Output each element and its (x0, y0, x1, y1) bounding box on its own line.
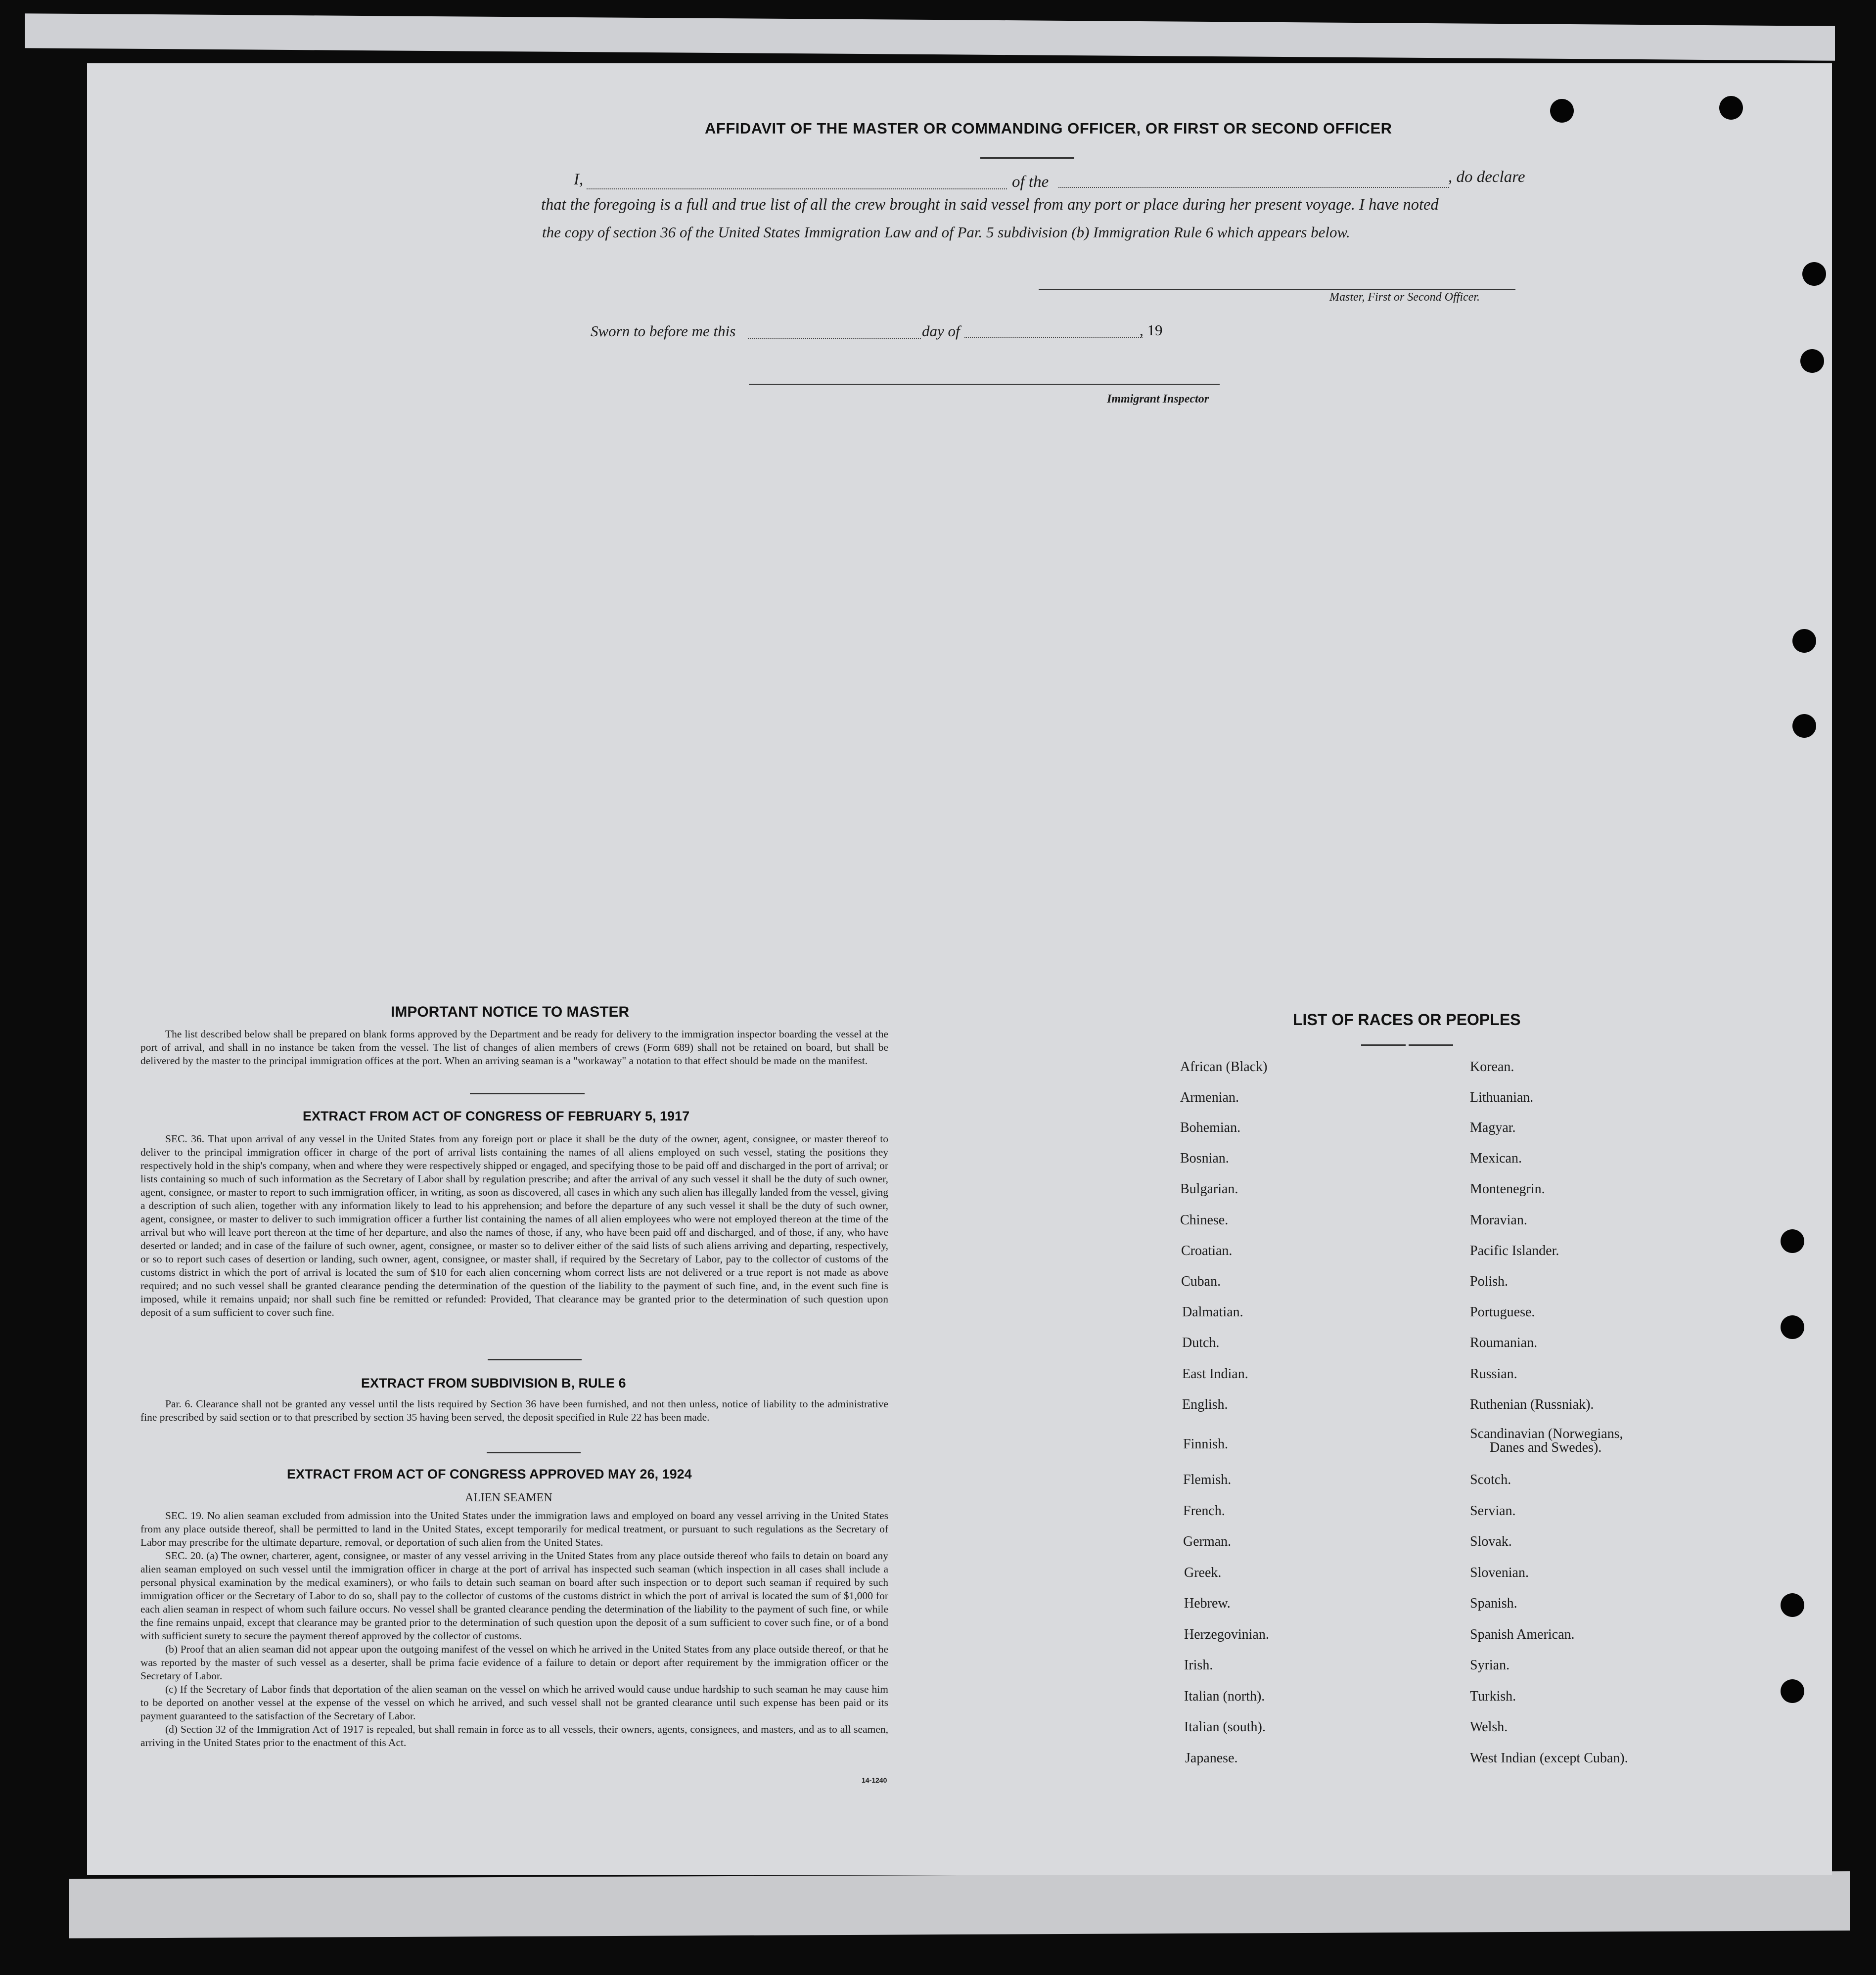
divider (487, 1452, 581, 1453)
race-item: Dutch. (1182, 1335, 1220, 1350)
scan-bottom-edge (69, 1871, 1850, 1938)
race-item: Mexican. (1470, 1151, 1522, 1166)
race-item: Magyar. (1470, 1120, 1516, 1135)
races-title: LIST OF RACES OR PEOPLES (1293, 1011, 1521, 1029)
race-item: African (Black) (1180, 1059, 1268, 1075)
race-item: Japanese. (1185, 1751, 1238, 1766)
race-item: Italian (north). (1184, 1689, 1265, 1704)
race-item: Italian (south). (1184, 1719, 1266, 1735)
extract-1924-title: EXTRACT FROM ACT OF CONGRESS APPROVED MAY 26, 1924 (287, 1467, 692, 1481)
punch-hole (1792, 629, 1816, 653)
punch-hole (1781, 1593, 1804, 1617)
master-signature-line[interactable] (1039, 289, 1515, 290)
divider (488, 1359, 582, 1360)
punch-hole (1781, 1229, 1804, 1253)
race-item: Lithuanian. (1470, 1090, 1534, 1105)
affidavit-declare: , do declare (1448, 168, 1525, 186)
race-item: Flemish. (1183, 1472, 1232, 1487)
race-item: Turkish. (1470, 1689, 1516, 1704)
sworn-month-field[interactable] (964, 337, 1143, 338)
extract-1924-body (140, 1509, 888, 1750)
master-signature-caption: Master, First or Second Officer. (1329, 291, 1480, 304)
sworn-label: Sworn to before me this (591, 322, 736, 340)
extract-rule6-title: EXTRACT FROM SUBDIVISION B, RULE 6 (361, 1376, 626, 1391)
punch-hole (1802, 262, 1826, 286)
sworn-day-field[interactable] (748, 338, 921, 339)
race-item: Irish. (1184, 1658, 1213, 1673)
affidavit-line-3: the copy of section 36 of the United States Immigration Law and of Par. 5 subdivision (b) Immigration Rule 6 which appears below. (542, 224, 1350, 241)
section-36-paragraph: SEC. 36. That upon arrival of any vessel in the United States from any foreign port or place it shall be the duty of the owner, agent, consignee, or master thereof to deliver to the principal immigration officer in charge of the port of arrival lists containing the names of all aliens employed on such vessel, stating the positions they respectively hold in the ship's company, when and where they were respectively shipped or engaged, and specifying those to be paid off and discharged in the port of arrival; or lists containing so much of such information as the Secretary of Labor shall by regulation prescribe; and after the arrival of any such vessel it shall be the duty of such owner, agent, consignee, or master to report to such immigration officer, in writing, as soon as discovered, all cases in which any such alien has illegally landed from the vessel, giving a description of such alien, together with any information likely to lead to his apprehension; and before the departure of any such vessel it shall be the duty of such owner, agent, consignee, or master to deliver to such immigration officer a further list containing the names of all alien employees who were not employed thereon at the time of the arrival but who will leave port thereon at the time of her departure, and also the names of those, if any, who have been paid off and discharged, and of those, if any, who have deserted or landed; and in case of the failure of such owner, agent, consignee, or master so to deliver either of the said lists of such aliens arriving and departing, respectively, or so to report such cases of desertion or landing, such owner, agent, consignee, or master shall, if required by the Secretary of Labor, pay to the collector of customs of the customs district in which the port of arrival is located the sum of $10 for each alien concerning whom correct lists are not delivered or a true report is not made as above required; and no such vessel shall be granted clearance pending the determination of the question of the liability to the payment of such fine, and, in the event such fine is imposed, while it remains unpaid; nor shall such fine be remitted or refunded: Provided, That clearance may be granted prior to the determination of such question upon deposit of a sum sufficient to cover such fine. (140, 1133, 888, 1318)
section-20b-paragraph: (b) Proof that an alien seaman did not appear upon the outgoing manifest of the vessel on which he arrived in the United States from any place outside thereof, or that he was reported by the master of such vessel as a deserter, shall be prima facie evidence of a failure to detain or deport after requirement by the immigration officer or the Secretary of Labor. (140, 1643, 888, 1682)
race-item: Korean. (1470, 1059, 1514, 1075)
race-item: West Indian (except Cuban). (1470, 1751, 1628, 1766)
inspector-signature-caption: Immigrant Inspector (1107, 393, 1209, 405)
year-label: , 19 (1140, 321, 1163, 339)
notice-paragraph: The list described below shall be prepared on blank forms approved by the Department and be ready for delivery to the immigration inspector boarding the vessel at the port of arrival, and shall in no instance be taken from the vessel. The list of changes of alien members of crews (Form 689) shall not be retained on board, but shall be delivered by the master to the principal immigration offices at the port. When an arriving seaman is a "workaway" a notation to that effect should be made on the manifest. (140, 1028, 888, 1067)
race-item: Polish. (1470, 1274, 1509, 1289)
race-item: Slovenian. (1470, 1565, 1529, 1580)
race-item: Servian. (1470, 1503, 1516, 1519)
race-item: Slovak. (1470, 1534, 1512, 1549)
divider (980, 157, 1074, 159)
race-item: Chinese. (1180, 1212, 1229, 1228)
notice-title: IMPORTANT NOTICE TO MASTER (391, 1004, 630, 1020)
race-item: Spanish American. (1470, 1627, 1575, 1642)
extract-1917-title: EXTRACT FROM ACT OF CONGRESS OF FEBRUARY 5, 1917 (303, 1109, 690, 1123)
extract-1917-body (140, 1132, 888, 1319)
race-item: English. (1182, 1397, 1228, 1412)
race-item: Welsh. (1470, 1719, 1508, 1735)
alien-seamen-subtitle: ALIEN SEAMEN (465, 1491, 552, 1504)
race-item: Pacific Islander. (1470, 1243, 1559, 1258)
race-item: Moravian. (1470, 1212, 1527, 1228)
race-item: Roumanian. (1470, 1335, 1538, 1350)
race-item: Hebrew. (1184, 1596, 1231, 1611)
notice-body (140, 1028, 888, 1068)
affidavit-of-the: of the (1012, 173, 1049, 191)
form-number: 14-1240 (862, 1776, 887, 1784)
paragraph-6: Par. 6. Clearance shall not be granted any vessel until the lists required by Section 36 have been furnished, and not then unless, notice of liability to the administrative fine prescribed by said section or to that prescribed by section 35 having been served, the deposit specified in Rule 22 has been made. (140, 1398, 888, 1423)
race-item: East Indian. (1182, 1366, 1248, 1382)
punch-hole (1781, 1679, 1804, 1703)
race-item: Scotch. (1470, 1472, 1511, 1487)
divider (470, 1093, 585, 1094)
master-name-field[interactable] (587, 188, 1007, 189)
section-19-paragraph: SEC. 19. No alien seaman excluded from admission into the United States under the immigration laws and employed on board any vessel arriving in the United States from any place outside thereof, shall be permitted to land in the United States, except temporarily for medical treatment, or pursuant to such regulations as the Secretary of Labor may prescribe for the ultimate departure, removal, or deportation of such alien from the United States. (140, 1510, 888, 1548)
punch-hole (1800, 349, 1824, 373)
day-of-label: day of (922, 322, 960, 340)
race-item: Herzegovinian. (1184, 1627, 1269, 1642)
inspector-signature-line[interactable] (749, 384, 1220, 385)
race-item: Bulgarian. (1180, 1181, 1238, 1197)
vessel-name-field[interactable] (1058, 187, 1449, 188)
race-item: Armenian. (1180, 1090, 1239, 1105)
affidavit-line-2: that the foregoing is a full and true list of all the crew brought in said vessel from any port or place during her present voyage. I have noted (541, 196, 1439, 214)
divider (1361, 1044, 1406, 1046)
scan-top-edge (25, 13, 1835, 61)
race-item: Scandinavian (Norwegians, (1470, 1426, 1623, 1441)
punch-hole (1781, 1315, 1804, 1339)
race-item: Croatian. (1181, 1243, 1233, 1258)
race-item: Bosnian. (1180, 1151, 1229, 1166)
punch-hole (1792, 714, 1816, 738)
race-item: Finnish. (1183, 1436, 1229, 1452)
race-item: Syrian. (1470, 1658, 1510, 1673)
section-20a-paragraph: SEC. 20. (a) The owner, charterer, agent, consignee, or master of any vessel arriving in the United States from any place outside thereof who fails to detain on board any alien seaman employed on such vessel until the immigration officer in charge at the port of arrival has inspected such seaman (which inspection in all cases shall include a personal physical examination by the medical examiners), or who fails to detain such seaman on board after such inspection or to deport such seaman if required by such immigration officer or the Secretary of Labor to do so, shall pay to the collector of customs of the customs district in which the port of arrival is located the sum of $1,000 for each alien seaman in respect of whom such failure occurs. No vessel shall be granted clearance pending the determination of the liability to the payment of such fine, or while the fine remains unpaid, except that clearance may be granted prior to the determination of such question upon the deposit of a sum sufficient to cover such fine, or of a bond with sufficient surety to secure the payment thereof approved by the collector of customs. (140, 1550, 888, 1642)
punch-hole (1719, 96, 1743, 120)
extract-rule6-body (140, 1397, 888, 1424)
race-item: Danes and Swedes). (1490, 1440, 1602, 1455)
race-item: Greek. (1184, 1565, 1222, 1580)
race-item: Bohemian. (1180, 1120, 1241, 1135)
race-item: Russian. (1470, 1366, 1517, 1382)
affidavit-title: AFFIDAVIT OF THE MASTER OR COMMANDING OFFICER, OR FIRST OR SECOND OFFICER (705, 120, 1392, 137)
race-item: German. (1183, 1534, 1232, 1549)
race-item: Portuguese. (1470, 1304, 1535, 1320)
section-20d-paragraph: (d) Section 32 of the Immigration Act of 1917 is repealed, but shall remain in force as to all vessels, their owners, agents, consignees, and masters, and as to all seamen, arriving in the United States prior to the enactment of this Act. (140, 1723, 888, 1749)
race-item: Montenegrin. (1470, 1181, 1545, 1197)
punch-hole (1550, 99, 1574, 123)
section-20c-paragraph: (c) If the Secretary of Labor finds that deportation of the alien seaman on the vessel on which he arrived would cause undue hardship to such seaman he may cause him to be deported on another vessel at the expense of the vessel on which he arrived, and such vessel shall not be granted clearance until such expense has been paid or its payment guaranteed to the satisfaction of the Secretary of Labor. (140, 1683, 888, 1722)
affidavit-i: I, (574, 171, 584, 188)
divider (1409, 1044, 1453, 1046)
race-item: Dalmatian. (1182, 1304, 1243, 1320)
race-item: French. (1183, 1503, 1225, 1519)
race-item: Ruthenian (Russniak). (1470, 1397, 1594, 1412)
race-item: Spanish. (1470, 1596, 1517, 1611)
race-item: Cuban. (1181, 1274, 1221, 1289)
